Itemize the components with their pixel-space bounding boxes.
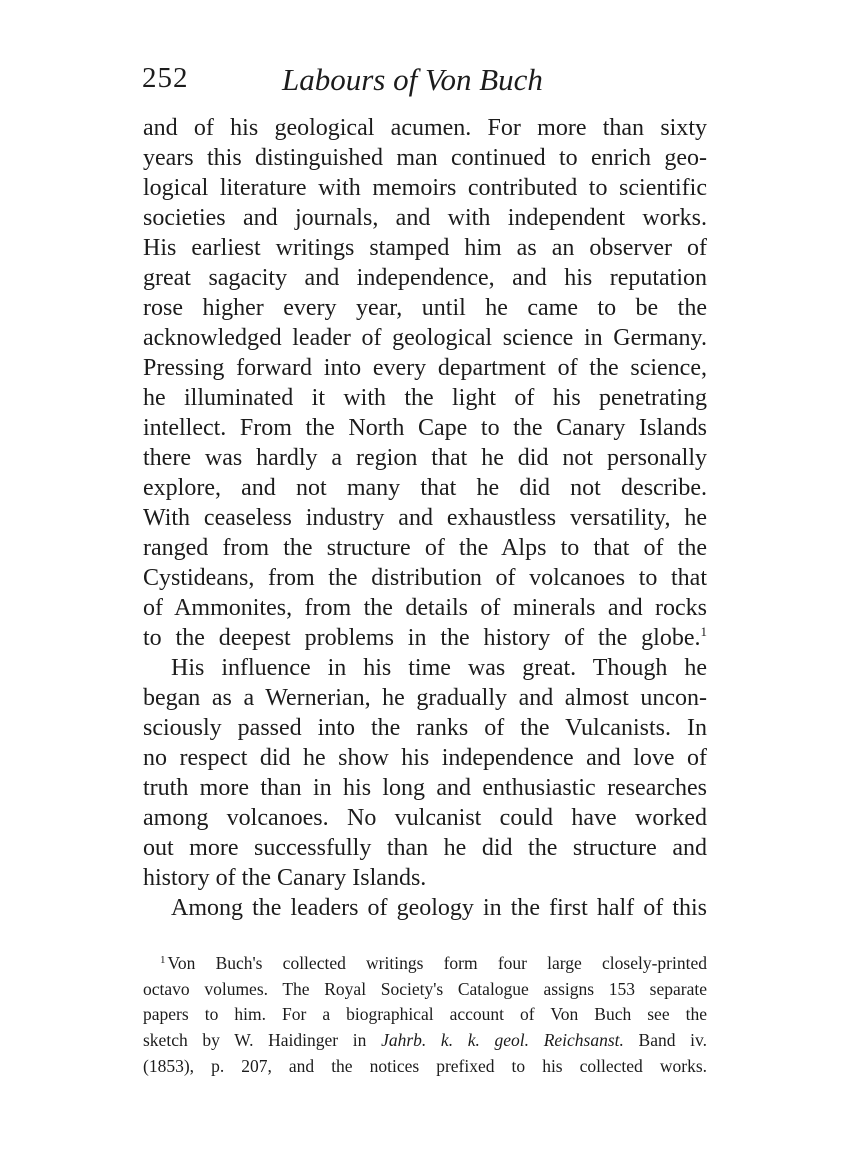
text-line: out more successfully than he did the structure and bbox=[143, 835, 707, 861]
footnote-line: papers to him. For a biographical account of Von Buch see the bbox=[143, 1004, 707, 1025]
text-line: explore, and not many that he did not describe. bbox=[143, 475, 707, 501]
footnote-line bbox=[143, 1028, 707, 1054]
text-line: sciously passed into the ranks of the Vulcanists. In bbox=[143, 715, 707, 741]
text-line: acknowledged leader of geological science in Germany. bbox=[143, 325, 707, 351]
footnote-line: (1853), p. 207, and the notices prefixed to his collected works. bbox=[143, 1055, 707, 1076]
text-line: no respect did he show his independence and love of bbox=[143, 745, 707, 771]
footnote bbox=[143, 951, 707, 1079]
text-line: intellect. From the North Cape to the Canary Islands bbox=[143, 415, 707, 441]
text-line: among volcanoes. No vulcanist could have worked bbox=[143, 805, 707, 831]
text-line: and of his geological acumen. For more than sixty bbox=[143, 115, 707, 141]
footnote-text: Band iv. bbox=[623, 1030, 707, 1051]
footnote-line: octavo volumes. The Royal Society's Catalogue assigns 153 separate bbox=[143, 978, 707, 999]
text-line: Among the leaders of geology in the first half of this bbox=[171, 895, 707, 921]
text-line: rose higher every year, until he came to be the bbox=[143, 295, 707, 321]
text-line: there was hardly a region that he did not personally bbox=[143, 445, 707, 471]
page-header bbox=[142, 62, 712, 102]
text-line-with-footnote-ref bbox=[143, 623, 707, 653]
running-title: Labours of Von Buch bbox=[282, 62, 543, 97]
text-line: His influence in his time was great. Though he bbox=[171, 655, 707, 681]
text-line: logical literature with memoirs contributed to scientific bbox=[143, 175, 707, 201]
text-line: ranged from the structure of the Alps to that of the bbox=[143, 535, 707, 561]
text-line: began as a Wernerian, he gradually and almost uncon- bbox=[143, 685, 707, 711]
footnote-text: Von Buch's collected writings form four large closely-printed bbox=[167, 953, 707, 973]
text-line: truth more than in his long and enthusiastic researches bbox=[143, 775, 707, 801]
text-line: His earliest writings stamped him as an observer of bbox=[143, 235, 707, 261]
text-line: to the deepest problems in the history of the globe. bbox=[143, 625, 701, 651]
body-text bbox=[143, 113, 707, 923]
text-line: years this distinguished man continued to enrich geo- bbox=[143, 145, 707, 171]
text-line: history of the Canary Islands. bbox=[143, 865, 427, 891]
text-line: societies and journals, and with independent works. bbox=[143, 205, 707, 231]
page-number: 252 bbox=[142, 62, 189, 94]
text-line: Pressing forward into every department of the science, bbox=[143, 355, 707, 381]
footnote-reference: 1 bbox=[700, 624, 707, 639]
text-line: Cystideans, from the distribution of volcanoes to that bbox=[143, 565, 707, 591]
footnote-mark: 1 bbox=[160, 954, 166, 966]
text-line: he illuminated it with the light of his penetrating bbox=[143, 385, 707, 411]
text-line: of Ammonites, from the details of minerals and rocks bbox=[143, 595, 707, 621]
journal-title: Jahrb. k. k. geol. Reichsanst. bbox=[381, 1030, 624, 1051]
text-line: With ceaseless industry and exhaustless versatility, he bbox=[143, 505, 707, 531]
footnote-line bbox=[143, 951, 707, 977]
footnote-text: sketch by W. Haidinger in bbox=[143, 1030, 382, 1051]
text-line: great sagacity and independence, and his reputation bbox=[143, 265, 707, 291]
